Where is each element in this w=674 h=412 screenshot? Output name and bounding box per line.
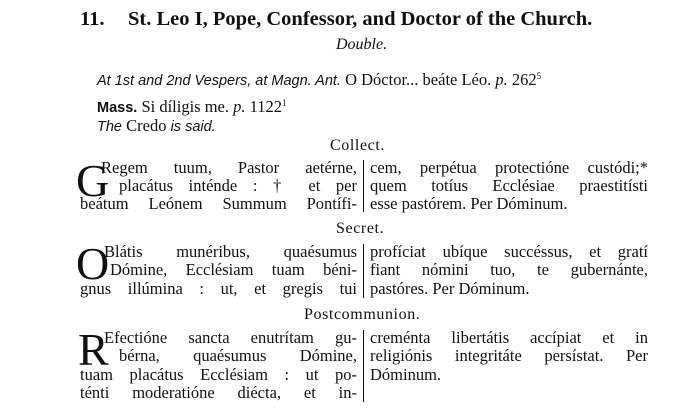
- secret-right-line-2: fiant nómini tuo, te gubernánte,: [370, 261, 648, 279]
- credo-line: [97, 117, 216, 137]
- vespers-line: [97, 68, 541, 91]
- secret-heading: Secret.: [336, 220, 385, 237]
- mass-page: 1122: [249, 97, 283, 116]
- postcommunion-right-line-3: Dóminum.: [370, 365, 442, 384]
- credo-word: Credo: [126, 116, 167, 135]
- credo-the: The: [97, 119, 122, 135]
- feast-title: St. Leo I, Pope, Confessor, and Doctor of the Church.: [128, 8, 593, 30]
- collect-left-line-3: beátum Leónem Summum Pontífi-: [80, 195, 357, 213]
- postcommunion-column-rule: [363, 330, 364, 402]
- mass-introit: Si díligis me.: [141, 97, 229, 116]
- collect-left-line-2: placátus inténde : † et per: [119, 177, 357, 195]
- vespers-page-ref: [512, 70, 541, 89]
- collect-right-line-3: esse pastórem. Per Dóminum.: [370, 194, 568, 213]
- postcommunion-left-line-3: tuam placátus Ecclésiam : ut po-: [80, 366, 357, 384]
- secret-right-line-1: profíciat ubíque succéssus, et gratí: [370, 243, 648, 261]
- collect-left-line-1: Regem tuum, Pastor aetérne,: [101, 159, 357, 177]
- mass-label: Mass.: [97, 100, 138, 116]
- postcommunion-heading: Postcommunion.: [304, 306, 421, 323]
- vespers-antiphon: O Dóctor... beáte Léo.: [345, 70, 492, 89]
- feast-rank: Double.: [336, 36, 388, 53]
- postcommunion-initial: R: [78, 324, 109, 375]
- secret-column-rule: [363, 244, 364, 298]
- vespers-page-label: p.: [495, 70, 508, 89]
- postcommunion-left-line-2: bérna, quaésumus Dómine,: [119, 347, 357, 365]
- mass-page-label: p.: [233, 97, 246, 116]
- vespers-page-sup: 5: [536, 71, 542, 81]
- feast-number: 11.: [80, 8, 105, 30]
- vespers-intro: At 1st and 2nd Vespers, at Magn. Ant.: [97, 73, 341, 89]
- collect-right-line-1: cem, perpétua protectióne custódi;*: [370, 159, 648, 177]
- collect-heading: Collect.: [330, 137, 386, 154]
- postcommunion-right-line-2: religiónis integritáte persístat. Per: [370, 347, 648, 365]
- collect-column-rule: [363, 160, 364, 212]
- collect-right-line-2: quem totíus Ecclésiae praestitísti: [370, 177, 648, 195]
- credo-rest: is said.: [170, 119, 216, 135]
- postcommunion-left-line-1: Efectióne sancta enutrítam gu-: [104, 329, 357, 347]
- vespers-page: 262: [511, 70, 537, 89]
- postcommunion-right-line-1: creménta libertátis accípiat et in: [370, 329, 648, 347]
- secret-left-line-3: gnus illúmina : ut, et gregis tui: [80, 280, 357, 298]
- secret-left-line-1: Blátis munéribus, quaésumus: [104, 243, 357, 261]
- secret-right-line-3: pastóres. Per Dóminum.: [370, 279, 530, 298]
- postcommunion-left-line-4: ténti moderatióne diécta, et in-: [80, 384, 357, 402]
- mass-page-sup: 1: [282, 98, 287, 108]
- mass-page-ref: [250, 97, 287, 116]
- collect-initial: G: [76, 155, 110, 206]
- mass-line: [97, 95, 287, 118]
- secret-left-line-2: Dómine, Ecclésiam tuam béni-: [110, 261, 357, 279]
- secret-initial: O: [76, 238, 110, 289]
